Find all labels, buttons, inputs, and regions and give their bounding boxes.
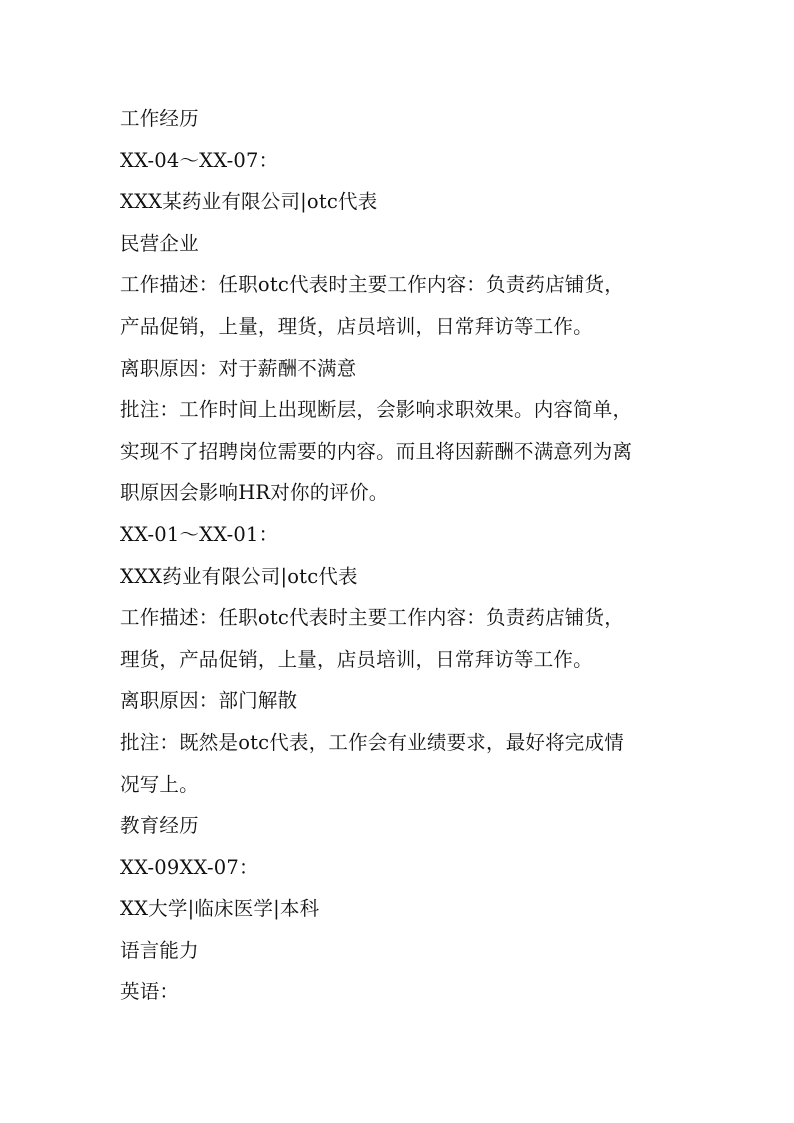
job2-company: XXX药业有限公司|otc代表 xyxy=(120,564,358,588)
job2-period: XX-01～XX-01： xyxy=(120,522,279,546)
document-body xyxy=(120,98,692,1013)
education-school: XX大学|临床医学|本科 xyxy=(120,897,320,921)
job1-description-line1: 工作描述：任职otc代表时主要工作内容：负责药店铺货， xyxy=(120,273,624,297)
education-heading: 教育经历 xyxy=(120,814,199,838)
job2-description-line2: 理货，产品促销，上量，店员培训，日常拜访等工作。 xyxy=(120,647,593,671)
job1-company-type: 民营企业 xyxy=(120,231,199,255)
job2-leave-reason: 离职原因：部门解散 xyxy=(120,689,298,713)
job2-note-line1: 批注：既然是otc代表，工作会有业绩要求，最好将完成情 xyxy=(120,730,624,754)
job2-note-line2: 况写上。 xyxy=(120,772,199,796)
job2-description-line1: 工作描述：任职otc代表时主要工作内容：负责药店铺货， xyxy=(120,606,624,630)
job1-note-line3: 职原因会影响HR对你的评价。 xyxy=(120,481,389,505)
language-heading: 语言能力 xyxy=(120,938,199,962)
education-period: XX-09XX-07： xyxy=(120,855,259,879)
work-experience-heading: 工作经历 xyxy=(120,107,199,130)
job1-leave-reason: 离职原因：对于薪酬不满意 xyxy=(120,356,357,380)
job1-note-line1: 批注：工作时间上出现断层，会影响求职效果。内容简单， xyxy=(120,398,633,422)
job1-company: XXX某药业有限公司|otc代表 xyxy=(120,190,378,214)
language-english: 英语： xyxy=(120,980,180,1004)
job1-description-line2: 产品促销，上量，理货，店员培训，日常拜访等工作。 xyxy=(120,314,593,338)
job1-period: XX-04～XX-07： xyxy=(120,148,279,172)
job1-note-line2: 实现不了招聘岗位需要的内容。而且将因薪酬不满意列为离 xyxy=(120,439,633,463)
